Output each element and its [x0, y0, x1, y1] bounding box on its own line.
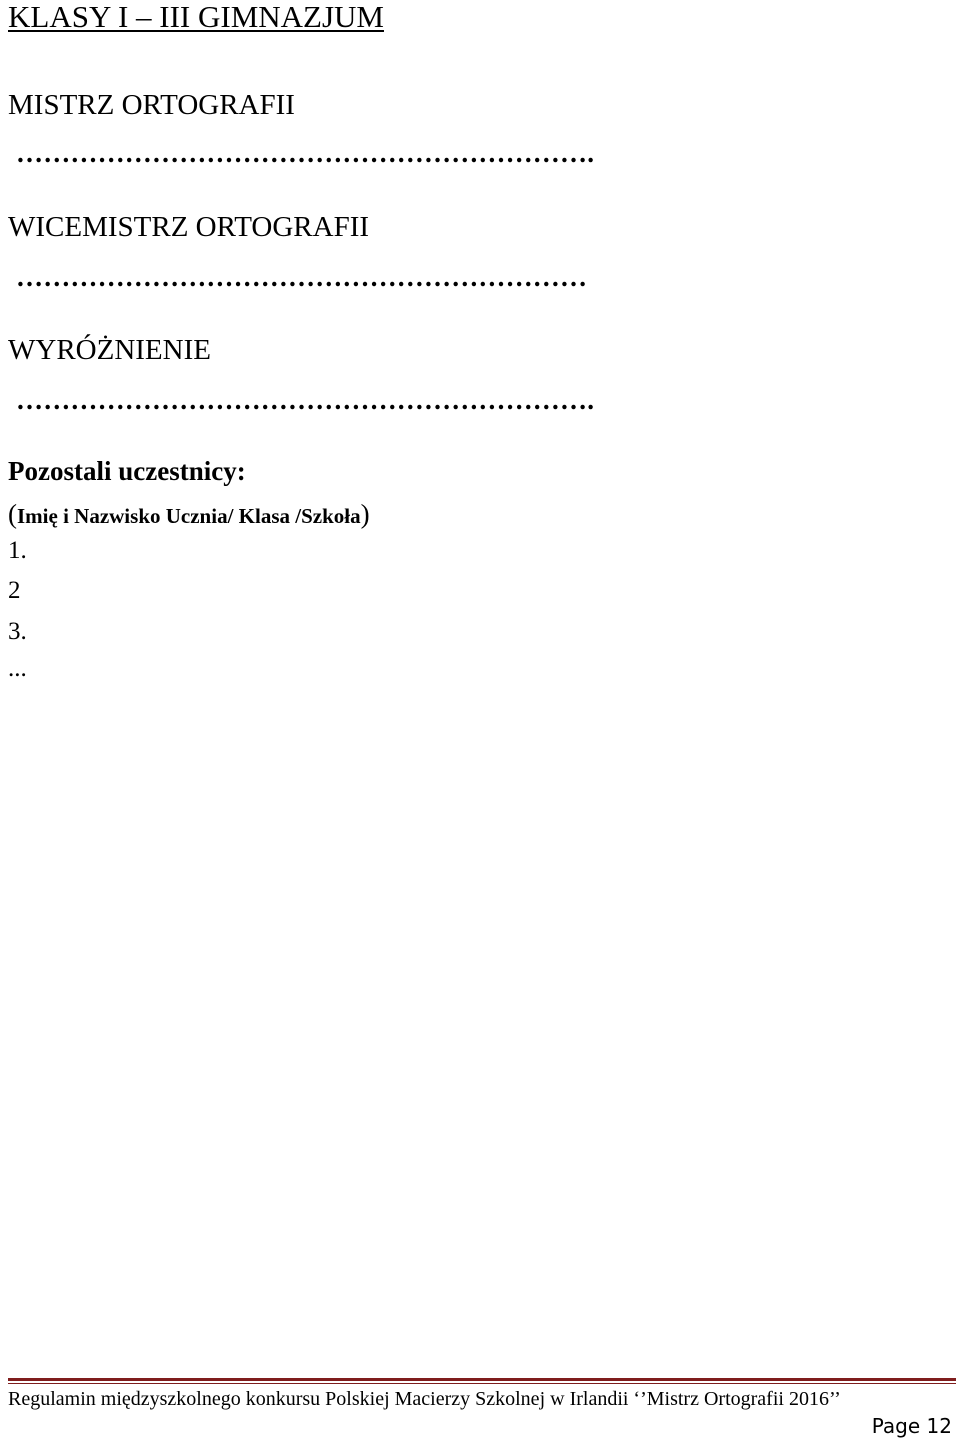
participant-item: ... — [8, 655, 27, 682]
footer-text: Regulamin międzyszkolnego konkursu Polskiej Macierzy Szkolnej w Irlandii ‘’Mistrz Ortografii 2016’’ — [8, 1388, 841, 1410]
format-close-paren: ) — [360, 499, 370, 529]
page-number: Page 12 — [871, 1414, 952, 1438]
footer-rule — [8, 1378, 956, 1381]
format-text: Imię i Nazwisko Ucznia/ Klasa /Szkoła — [17, 504, 361, 528]
award-blank-distinction: ………………………………………………………. — [16, 385, 595, 415]
participants-heading: Pozostali uczestnicy: — [8, 456, 246, 486]
format-open-paren: ( — [8, 499, 17, 529]
award-blank-champion: ………………………………………………………. — [16, 138, 595, 168]
participants-format-note — [8, 500, 370, 530]
participant-item: 1. — [8, 537, 27, 564]
award-label-vice-champion: WICEMISTRZ ORTOGRAFII — [8, 211, 370, 243]
participant-item: 3. — [8, 618, 27, 645]
participant-item: 2 — [8, 577, 21, 604]
award-blank-vice-champion: ……………………………………………………… — [16, 262, 588, 292]
award-label-distinction: WYRÓŻNIENIE — [8, 334, 211, 366]
footer-rule-thin — [8, 1383, 956, 1384]
document-heading: KLASY I – III GIMNAZJUM — [8, 0, 384, 34]
award-label-champion: MISTRZ ORTOGRAFII — [8, 89, 295, 121]
